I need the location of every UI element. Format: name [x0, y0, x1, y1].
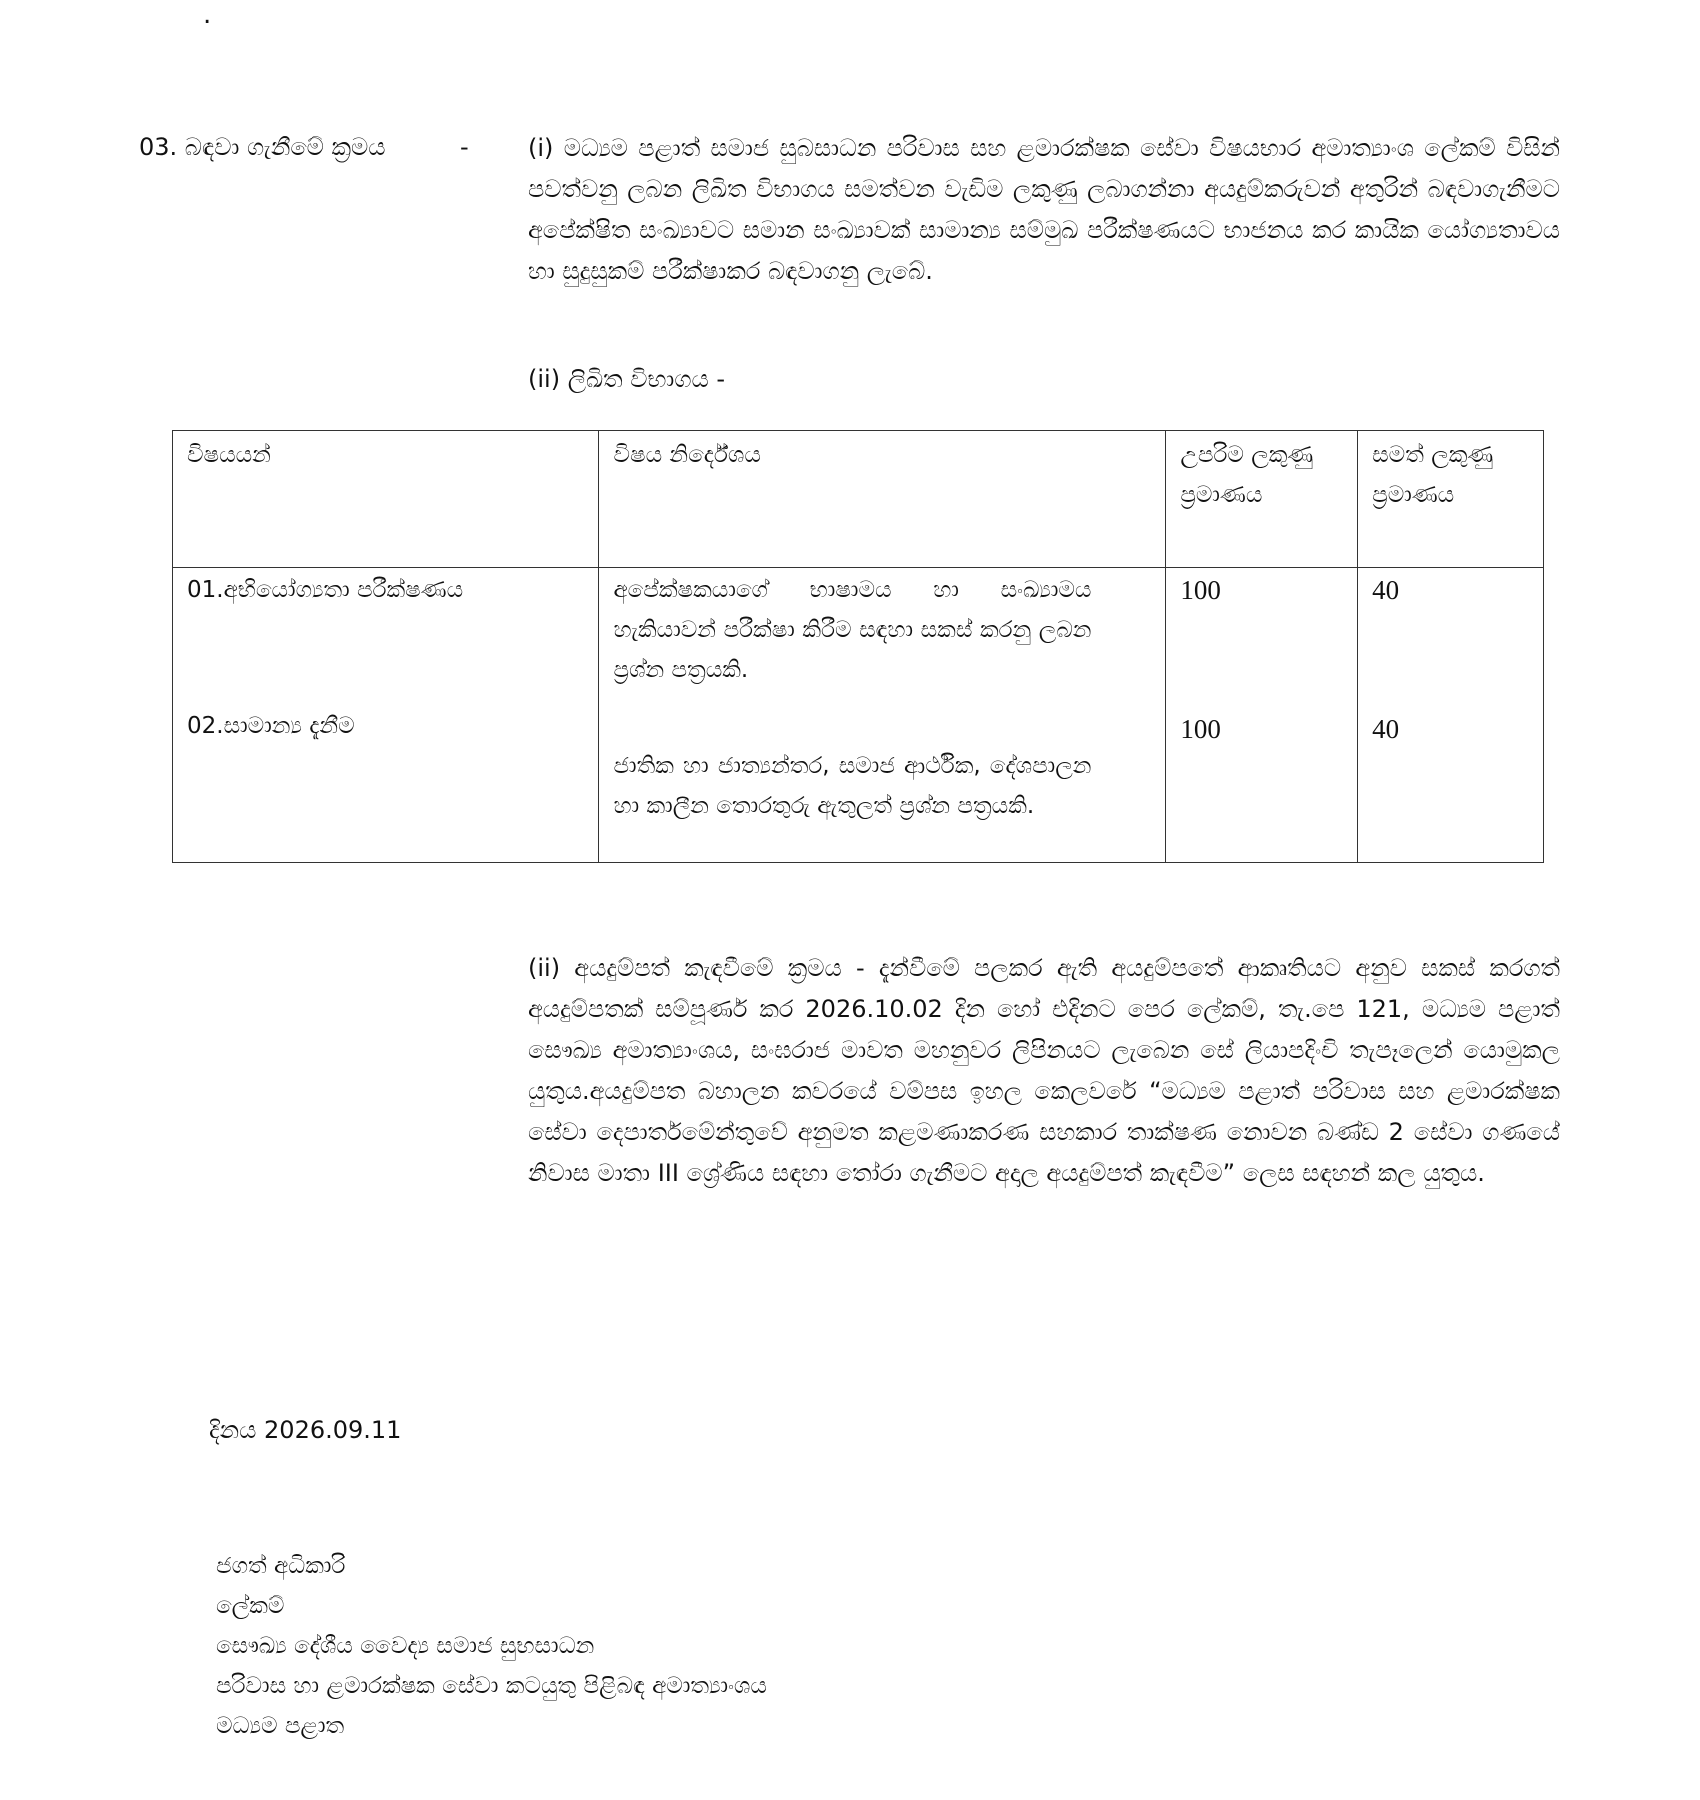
pass-marks-aptitude: 40 [1372, 575, 1400, 605]
province-line: මධ්‍යම පළාත [216, 1713, 345, 1739]
paragraph-application-method: (ii) අයදුම්පත් කැඳවීමේ ක්‍රමය - දැන්වීමේ පලකර ඇති අයදුම්පතේ ආකෘතියට අනුව සකස් කරගත් අයදුම්පතක් සම්පූර්ණ කර 2026.10.02 දින හෝ එදිනට පෙර ලේකම්, තැ.පෙ 121, මධ්‍යම පළාත් සෞඛ්‍ය අමාත්‍යාංශය, සංඝරාජ මාවත මහනුවර ලිපිනයට ලැබෙන සේ ලියාපදිංචි තැපෑලෙන් යොමුකල යුතුය.අයදුම්පත බහාලන කවරයේ වම්පස ඉහල කෙලවරේ “මධ්‍යම පළාත් පරිවාස සහ ළමාරක්ෂක සේවා දෙපාර්තමේන්තුවේ අනුමත කළමණාකරණ සහකාර තාක්ෂණ නොවන බණ්ඩ 2 සේවා ගණයේ නිවාස මාතා III ශ්‍රේණිය සඳහා තෝරා ගැනීමට අදාල අයදුම්පත් කැඳවීම” ලෙස සඳහන් කල යුතුය. [528, 954, 1560, 1187]
section-dash: - [460, 133, 469, 161]
exam-table [172, 430, 1544, 863]
pass-marks-general-knowledge: 40 [1372, 714, 1400, 744]
document-date: දිනය 2026.09.11 [209, 1416, 402, 1444]
ministry-line-2: පරිවාස හා ළමාරක්ෂක සේවා කටයුතු පිළිබඳ අමාත්‍යාංශය [216, 1673, 767, 1699]
max-marks-general-knowledge: 100 [1180, 714, 1221, 744]
subjects-cell [173, 568, 599, 863]
subject-general-knowledge: 02.සාමාන්‍ය දැනීම [187, 713, 355, 739]
header-pass-marks: සමත් ලකුණු ප්‍රමාණය [1358, 431, 1544, 568]
signatory-name: ජගත් අධිකාරි [216, 1553, 346, 1579]
header-max-marks: උපරිම ලකුණු ප්‍රමාණය [1166, 431, 1358, 568]
syllabus-aptitude-test: අපේක්ෂකයාගේ භාෂාමය හා සංඛ්‍යාමය හැකියාවන් පරීක්ෂා කිරීම සඳහා සකස් කරනු ලබන ප්‍රශ්න පත්‍රයකි. [613, 577, 1092, 683]
syllabus-general-knowledge: ජාතික හා ජාත්‍යන්තර, සමාජ ආර්ථික, දේශපාලන හා කාලීන තොරතුරු ඇතුලත් ප්‍රශ්න පත්‍රයකි. [613, 753, 1092, 819]
table-row [173, 568, 1544, 863]
paragraph-written-exam-heading: (ii) ලිඛිත විභාගය - [528, 365, 726, 393]
max-marks-cell [1166, 568, 1358, 863]
pass-marks-cell [1358, 568, 1544, 863]
ministry-line-1: සෞඛ්‍ය දේශීය වෛද්‍ය සමාජ සුභසාධන [216, 1633, 595, 1659]
section-heading: 03. බඳවා ගැනීමේ ක්‍රමය [139, 133, 386, 161]
signature-block [216, 1546, 767, 1746]
stray-dot: . [203, 0, 212, 30]
syllabus-cell [599, 568, 1166, 863]
max-marks-aptitude: 100 [1180, 575, 1221, 605]
subject-aptitude-test: 01.අභියෝග්‍යතා පරීක්ෂණය [187, 577, 464, 603]
paragraph-recruitment-method: (i) මධ්‍යම පළාත් සමාජ සුබසාධන පරිවාස සහ ළමාරක්ෂක සේවා විෂයභාර අමාත්‍යාංශ ලේකම් විසින් පවත්වනු ලබන ලිඛිත විභාගය සමත්වන වැඩිම ලකුණු ලබාගන්නා අයදුම්කරුවන් අතුරින් බඳවාගැනීමට අපේක්ෂිත සංඛ්‍යාවට සමාන සංඛ්‍යාවක් සාමාන්‍ය සම්මුඛ පරීක්ෂණයට භාජනය කර කායික යෝග්‍යතාවය හා සුදුසුකම් පරීක්ෂාකර බඳවාගනු ලැබේ. [528, 134, 1560, 285]
table-header-row [173, 431, 1544, 568]
header-subjects: විෂයයන් [173, 431, 599, 568]
signatory-title: ලේකම් [216, 1593, 285, 1619]
header-syllabus: විෂය නිර්දේශය [599, 431, 1166, 568]
